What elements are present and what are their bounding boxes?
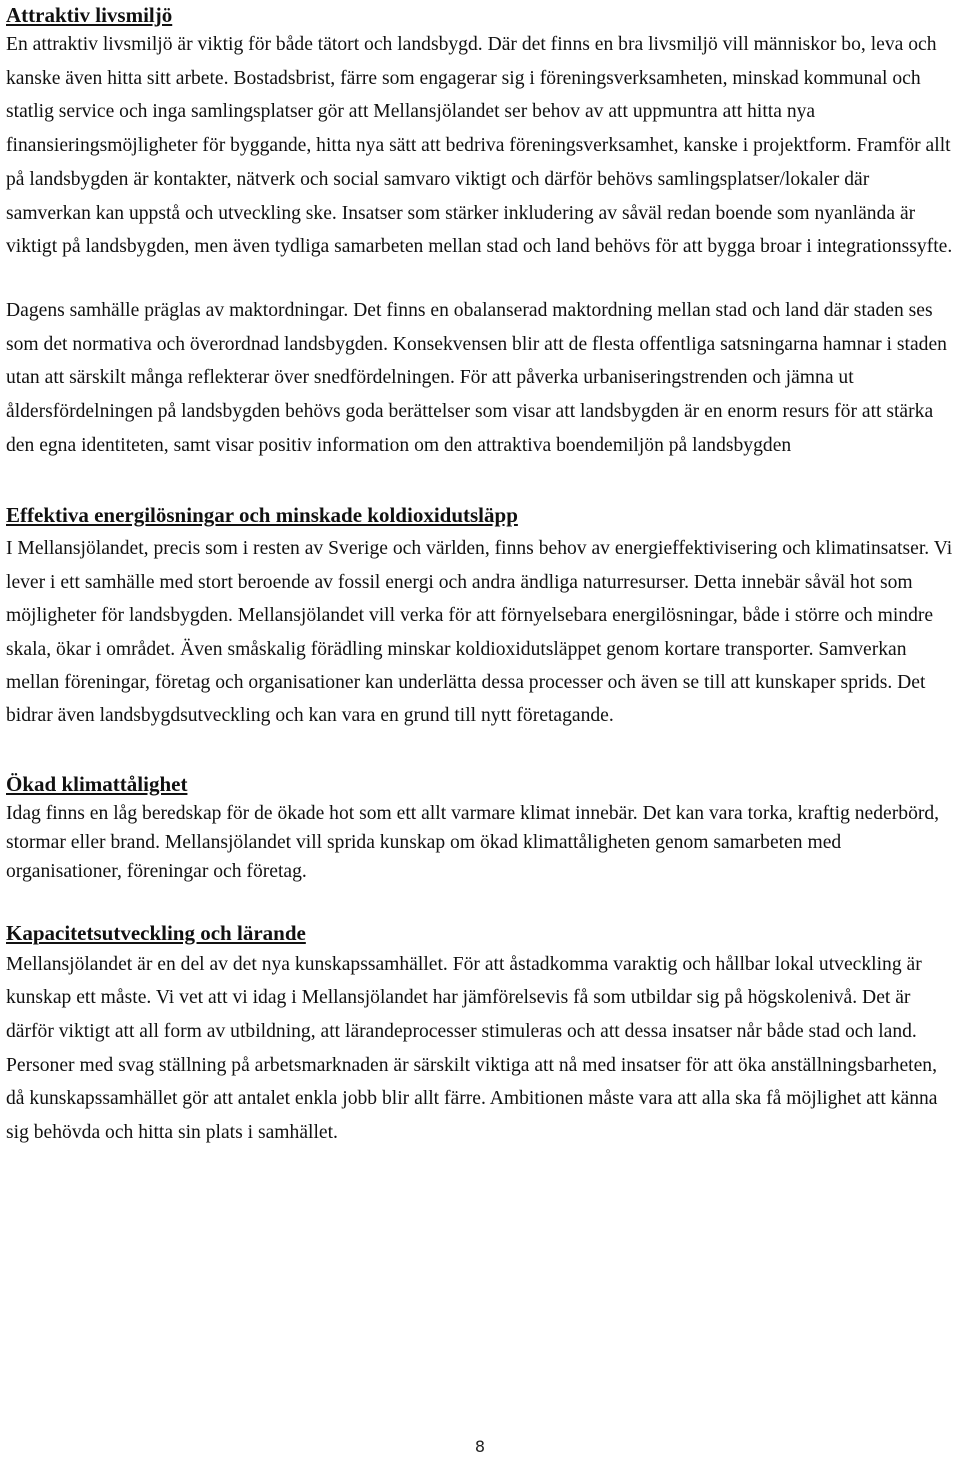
section-kapacitetsutveckling: [6, 920, 958, 1150]
section-klimattalighet: [6, 771, 958, 886]
paragraph-text: Dagens samhälle präglas av maktordningar. Det finns en obalanserad maktordning mellan stad och land där staden ses som det normativa och överordnad landsbygden. Konsekvensen blir att de flesta offentliga satsningarna hamnar i staden utan att särskilt många reflekterar över snedfördelningen. För att påverka urbaniseringstrenden och jämna ut åldersfördelningen på landsbygden behövs goda berättelser som visar att landsbygden är en enorm resurs för att stärka den egna identiteten, samt visar positiv information om den attraktiva boendemiljön på landsbygden: [6, 299, 947, 456]
section-heading: Attraktiv livsmiljö: [6, 3, 173, 27]
page-number: 8: [474, 1437, 486, 1456]
paragraph-text: I Mellansjölandet, precis som i resten av Sverige och världen, finns behov av energieffektivisering och klimatinsatser. Vi lever i ett samhälle med stort beroende av fossil energi och andra ändliga naturresurser. Detta innebär såväl hot som möjligheter för landsbygden. Mellansjölandet vill verka för att förnyelsebara energilösningar, både i större och mindre skala, ökar i området. Även småskalig förädling minskar koldioxidutsläppet genom kortare transporter. Samverkan mellan föreningar, företag och organisationer kan underlätta dessa processer och även se till att kunskaper sprids. Det bidrar även landsbygdsutveckling och kan vara en grund till nytt företagande.: [6, 538, 953, 727]
paragraph: [6, 948, 958, 1150]
section-heading: Ökad klimattålighet: [6, 771, 188, 796]
paragraph-text: Idag finns en låg beredskap för de ökade hot som ett allt varmare klimat innebär. Det kan vara torka, kraftig nederbörd, stormar eller brand. Mellansjölandet vill sprida kunskap om ökad klimattåligheten genom samarbeten med organisationer, föreningar och företag.: [6, 802, 940, 882]
section-heading: Kapacitetsutveckling och lärande: [6, 920, 306, 945]
paragraph: [6, 294, 958, 463]
section-energilosningar: [6, 502, 958, 732]
paragraph: [6, 28, 958, 264]
paragraph-text: En attraktiv livsmiljö är viktig för både tätort och landsbygd. Där det finns en bra livsmiljö vill människor bo, leva och kanske även hitta sitt arbete. Bostadsbrist, färre som engagerar sig i föreningsverksamheten, minskad kommunal och statlig service och inga samlingsplatser gör att Mellansjölandet ser behov av att uppmuntra att hitta nya finansieringsmöjligheter för byggande, hitta nya sätt att bedriva föreningsverksamhet, kanske i projektform. Framför allt på landsbygden är kontakter, nätverk och social samvaro viktigt och därför behövs samlingsplatser/lokaler där samverkan kan uppstå och utveckling ske. Insatser som stärker inkludering av såväl redan boende som nyanlända är viktigt på landsbygden, men även tydliga samarbeten mellan stad och land behövs för att bygga broar i integrationssyfte.: [6, 34, 953, 258]
section-heading: Effektiva energilösningar och minskade koldioxidutsläpp: [6, 503, 518, 528]
paragraph: [6, 799, 958, 886]
paragraph-text: Mellansjölandet är en del av det nya kunskapssamhället. För att åstadkomma varaktig och hållbar lokal utveckling är kunskap ett måste. Vi vet att vi idag i Mellansjölandet har jämförelsevis få som utbildar sig på högskolenivå. Det är därför viktigt att all form av utbildning, att lärandeprocesser stimuleras och att dessa insatser når både stad och land. Personer med svag ställning på arbetsmarknaden är särskilt viktiga att nå med insatser för att öka anställningsbarheten, då kunskapssamhället gör att antalet enkla jobb blir allt färre. Ambitionen måste vara att alla ska få möjlighet att känna sig behövda och hitta sin plats i samhället.: [6, 953, 938, 1143]
document-page: [6, 0, 958, 1149]
paragraph: [6, 532, 958, 732]
section-attraktiv-livsmiljo: [6, 2, 958, 462]
